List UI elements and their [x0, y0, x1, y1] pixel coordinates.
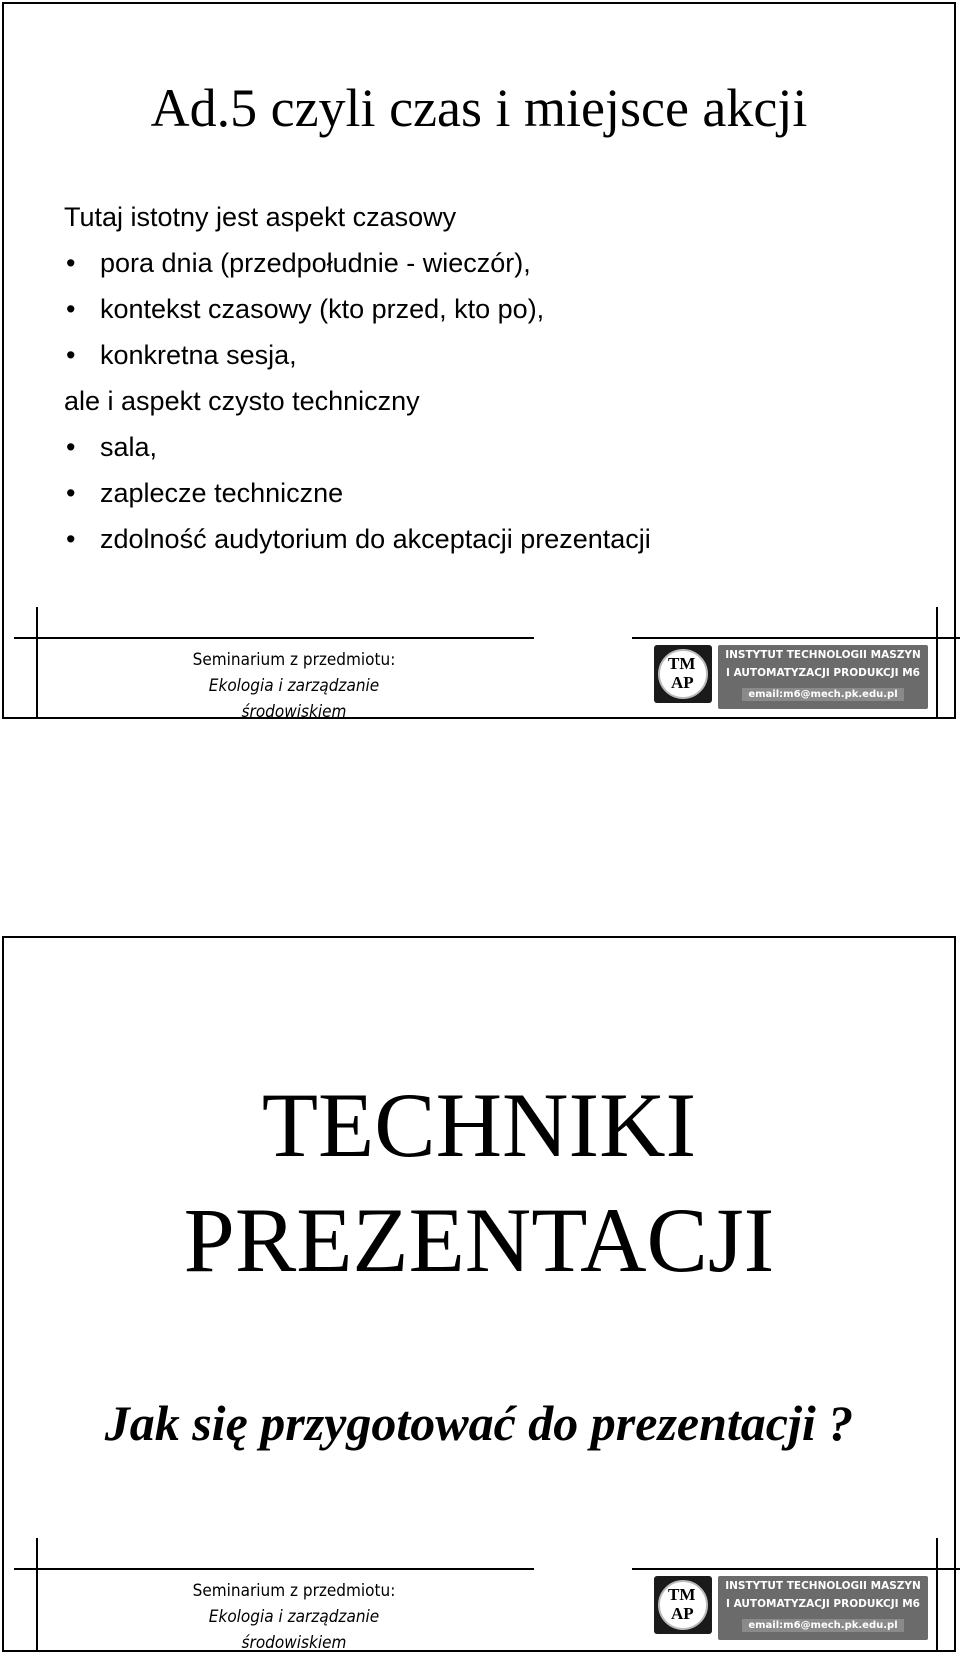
footer-divider — [632, 637, 960, 639]
title-line: PREZENTACJI — [183, 1189, 775, 1291]
list-item-text: ale i aspekt czysto techniczny — [64, 386, 420, 416]
seminar-label: Seminarium z przedmiotu: — [192, 650, 396, 670]
list-item-text: kontekst czasowy (kto przed, kto po), — [100, 294, 545, 324]
footer-divider — [14, 637, 534, 639]
list-item-text: zdolność audytorium do akceptacji prezentacji — [100, 524, 651, 554]
logo-letters-top: TM — [668, 654, 696, 673]
seminar-caption — [159, 1578, 429, 1656]
slide-presentation-techniques — [2, 936, 956, 1652]
logo-letters-top: TM — [668, 1585, 696, 1604]
institute-email: email:m6@mech.pk.edu.pl — [742, 688, 904, 701]
bullet-icon: • — [66, 340, 76, 370]
institute-name-line1: INSTYTUT TECHNOLOGII MASZYN — [725, 649, 921, 661]
bullet-icon: • — [66, 432, 76, 462]
tmap-logo — [654, 1576, 712, 1634]
seminar-caption — [159, 647, 429, 725]
footer-divider — [14, 1568, 534, 1570]
list-item-text: konkretna sesja, — [100, 340, 297, 370]
seminar-subject: Ekologia i zarządzanie środowiskiem — [208, 676, 380, 722]
list-item-text: Tutaj istotny jest aspekt czasowy — [64, 202, 457, 232]
bullet-icon: • — [66, 294, 76, 324]
slide-footer — [4, 607, 954, 722]
footer-divider — [936, 607, 938, 719]
institute-email: email:m6@mech.pk.edu.pl — [742, 1619, 904, 1632]
footer-divider — [632, 1568, 960, 1570]
logo-letters-bottom: AP — [671, 1604, 694, 1623]
list-item — [64, 332, 651, 378]
list-item — [64, 424, 651, 470]
slide-subtitle: Jak się przygotować do prezentacji ? — [104, 1395, 854, 1451]
slide-content-list — [64, 194, 651, 562]
tmap-logo — [654, 645, 712, 703]
list-item — [64, 516, 651, 562]
list-item — [64, 194, 651, 240]
list-item — [64, 378, 651, 424]
institute-name-line2: I AUTOMATYZACJI PRODUKCJI M6 — [726, 1598, 920, 1610]
slide-footer — [4, 1538, 954, 1653]
slide-time-and-place — [2, 2, 956, 722]
seminar-subject: Ekologia i zarządzanie środowiskiem — [208, 1607, 380, 1653]
slide-title — [4, 1068, 954, 1298]
bullet-icon: • — [66, 478, 76, 508]
bullet-icon: • — [66, 248, 76, 278]
institute-name-line1: INSTYTUT TECHNOLOGII MASZYN — [725, 1580, 921, 1592]
list-item-text: pora dnia (przedpołudnie - wieczór), — [100, 248, 531, 278]
list-item-text: sala, — [100, 432, 158, 462]
footer-divider — [936, 1538, 938, 1650]
footer-divider — [36, 1538, 38, 1650]
footer-divider — [36, 607, 38, 719]
list-item — [64, 470, 651, 516]
slide-title: Ad.5 czyli czas i miejsce akcji — [150, 78, 808, 138]
list-item — [64, 240, 651, 286]
list-item-text: zaplecze techniczne — [100, 478, 344, 508]
logo-letters-bottom: AP — [671, 673, 694, 692]
title-line: TECHNIKI — [261, 1074, 697, 1176]
list-item — [64, 286, 651, 332]
institute-banner — [718, 645, 928, 709]
institute-name-line2: I AUTOMATYZACJI PRODUKCJI M6 — [726, 667, 920, 679]
bullet-icon: • — [66, 524, 76, 554]
institute-banner — [718, 1576, 928, 1640]
seminar-label: Seminarium z przedmiotu: — [192, 1581, 396, 1601]
